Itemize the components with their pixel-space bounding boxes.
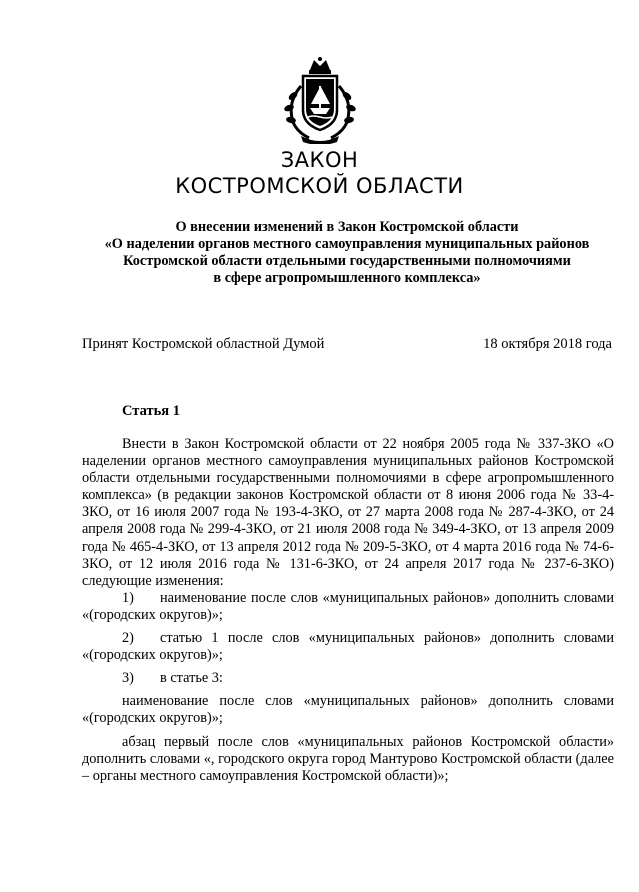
law-region-title: КОСТРОМСКОЙ ОБЛАСТИ — [175, 174, 464, 198]
sub-paragraph: абзац первый после слов «муниципальных районов Костромской области» дополнить словами «, городского округа город Мантурово Костромской области (далее – органы местного самоуправления Костромской области)»; — [82, 733, 614, 784]
list-item — [82, 630, 614, 664]
article-heading: Статья 1 — [122, 403, 180, 419]
law-subtitle — [82, 219, 612, 287]
article-body — [82, 436, 614, 785]
coat-of-arms-emblem — [279, 56, 361, 144]
law-title: ЗАКОН — [280, 148, 359, 172]
adopted-by: Принят Костромской областной Думой — [82, 336, 325, 352]
item-number: 2) — [122, 630, 134, 647]
sub-paragraph: наименование после слов «муниципальных районов» дополнить словами «(городских округов)»; — [82, 693, 614, 727]
subtitle-line: О внесении изменений в Закон Костромской области — [175, 219, 519, 235]
item-number: 3) — [122, 670, 134, 687]
list-item — [82, 670, 614, 687]
item-number: 1) — [122, 589, 134, 606]
subtitle-line: «О наделении органов местного самоуправления муниципальных районов — [104, 236, 590, 252]
adopted-date: 18 октября 2018 года — [483, 336, 612, 352]
item-text: в статье 3: — [160, 670, 223, 687]
intro-paragraph: Внести в Закон Костромской области от 22 ноября 2005 года № 337-ЗКО «О наделении органов местного самоуправления муниципальных районов Костромской области отдельными государственными полномочиями в сфере агропромышленного комплекса» (в редакции законов Костромской области от 8 июня 2006 года № 33-4-ЗКО, от 16 июля 2007 года № 193-4-ЗКО, от 27 марта 2008 года № 287-4-ЗКО, от 24 апреля 2008 года № 299-4-ЗКО, от 21 июля 2008 года № 349-4-ЗКО, от 13 апреля 2009 года № 465-4-ЗКО, от 13 апреля 2012 года № 209-5-ЗКО, от 4 марта 2016 года № 74-6-ЗКО, от 12 июля 2016 года № 131-6-ЗКО, от 24 апреля 2017 года № 237-6-ЗКО) следующие изменения: — [82, 436, 614, 589]
item-text: наименование после слов «муниципальных районов» дополнить словами «(городских округов)»; — [82, 589, 614, 623]
subtitle-line: в сфере агропромышленного комплекса» — [213, 270, 481, 286]
item-text: статью 1 после слов «муниципальных районов» дополнить словами «(городских округов)»; — [82, 630, 614, 664]
list-item — [82, 590, 614, 624]
subtitle-line: Костромской области отдельными государственными полномочиями — [123, 253, 571, 269]
